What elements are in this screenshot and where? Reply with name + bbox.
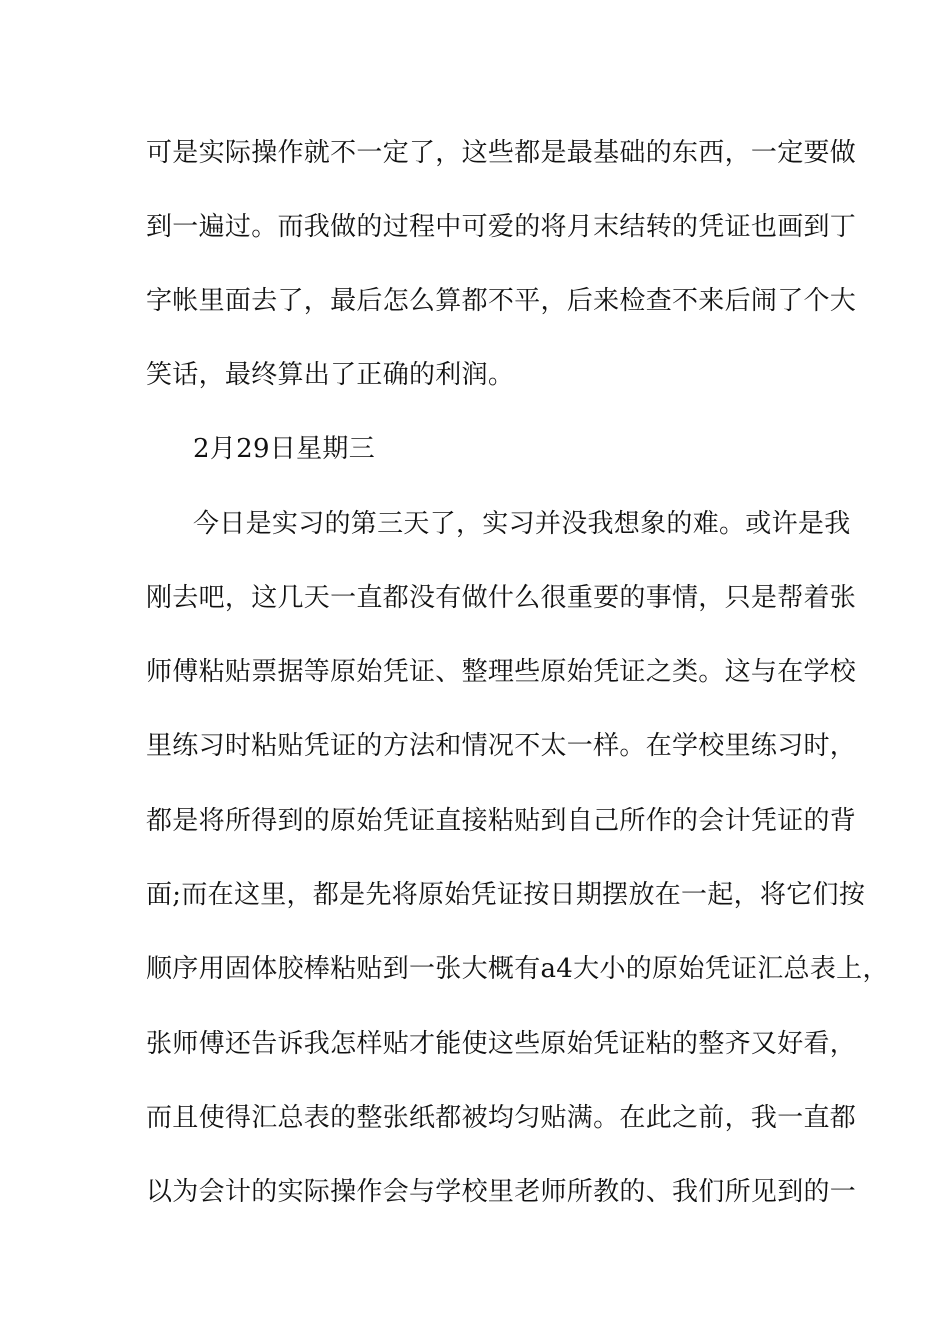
- paragraph-line: 字帐里面去了，最后怎么算都不平，后来检查不来后闹了个大: [146, 286, 857, 316]
- paragraph-line: 可是实际操作就不一定了，这些都是最基础的东西，一定要做: [146, 138, 857, 168]
- paragraph-line: 面;而在这里，都是先将原始凭证按日期摆放在一起，将它们按: [146, 880, 866, 910]
- paragraph-line: 里练习时粘贴凭证的方法和情况不太一样。在学校里练习时，: [146, 731, 857, 761]
- paragraph-line: 到一遍过。而我做的过程中可爱的将月末结转的凭证也画到丁: [146, 212, 857, 242]
- paragraph-line: 师傅粘贴票据等原始凭证、整理些原始凭证之类。这与在学校: [146, 657, 857, 687]
- paragraph-line: 刚去吧，这几天一直都没有做什么很重要的事情，只是帮着张: [146, 583, 857, 613]
- paragraph-line: 都是将所得到的原始凭证直接粘贴到自己所作的会计凭证的背: [146, 806, 857, 836]
- paragraph-line: 今日是实习的第三天了，实习并没我想象的难。或许是我: [193, 509, 851, 539]
- paragraph-line: 而且使得汇总表的整张纸都被均匀贴满。在此之前，我一直都: [146, 1103, 857, 1133]
- paragraph-line: 顺序用固体胶棒粘贴到一张大概有a4大小的原始凭证汇总表上，: [146, 954, 889, 984]
- paragraph-line: 笑话，最终算出了正确的利润。: [146, 360, 515, 390]
- paragraph-line: 张师傅还告诉我怎样贴才能使这些原始凭证粘的整齐又好看，: [146, 1029, 857, 1059]
- paragraph-line: 以为会计的实际操作会与学校里老师所教的、我们所见到的一: [146, 1177, 857, 1207]
- date-heading: 2月29日星期三: [193, 434, 376, 464]
